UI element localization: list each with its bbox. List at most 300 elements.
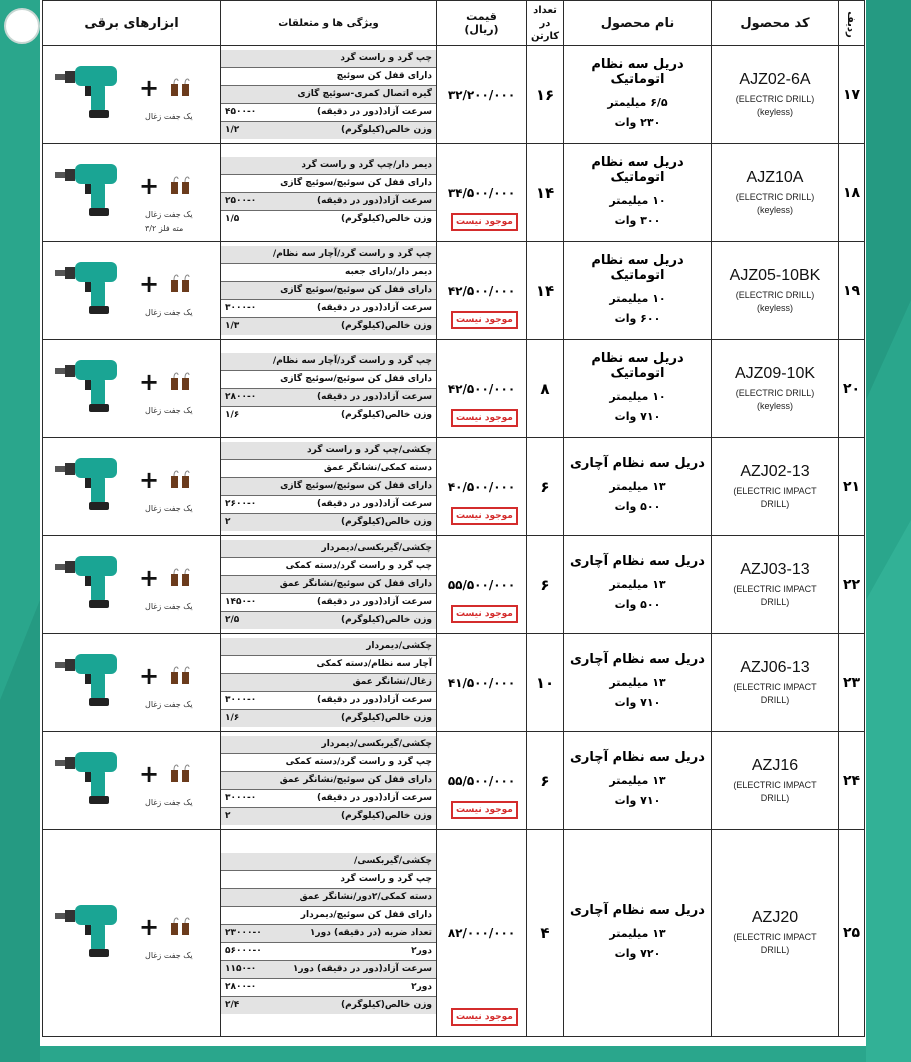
carton-qty: ۴: [527, 830, 564, 1037]
spec-value: ۲۸۰۰-۰: [225, 392, 257, 402]
spec-line: [221, 754, 436, 772]
spec-text: دارای قفل کن سوئیچ/سوئیچ گازی: [280, 481, 432, 491]
spec-line: [221, 246, 436, 264]
spec-value: ۲۵۰۰-۰: [225, 196, 257, 206]
spec-text: وزن خالص(کیلوگرم): [341, 410, 432, 420]
product-name: دریل سه نظام اتوماتیک: [591, 252, 684, 283]
spec-line: [221, 318, 436, 335]
product-desc-2: (keyless): [756, 106, 793, 117]
spec-line: [221, 442, 436, 460]
spec-text: دارای قفل کن سوئیچ/سوئیچ گازی: [280, 285, 432, 295]
table-row: [43, 438, 865, 536]
carbon-brush-icon: [169, 917, 191, 937]
carton-qty: ۸: [527, 340, 564, 438]
plus-icon: +: [139, 912, 160, 941]
row-number: ۲۵: [839, 830, 865, 1037]
spec-text: چکشی/گیربکسی/: [354, 855, 432, 866]
carton-qty: ۶: [527, 732, 564, 830]
spec-value: ۱۴۵۰-۰: [225, 597, 257, 607]
product-desc-1: (ELECTRIC DRILL): [735, 93, 815, 104]
spec-value: ۲/۴: [225, 999, 240, 1010]
spec-value: ۴۵۰۰-۰: [225, 107, 257, 117]
header-tools: ابزارهای برقی: [43, 1, 221, 46]
spec-text: زغال/نشانگر عمق: [352, 677, 432, 687]
product-name-cell: [564, 830, 712, 1037]
spec-line: [221, 907, 436, 925]
product-code-cell: [712, 536, 839, 634]
product-desc-1: (ELECTRIC DRILL): [735, 289, 815, 300]
product-code-cell: [712, 634, 839, 732]
drill-icon: [55, 354, 125, 416]
price-value: ۴۱/۵۰۰/۰۰۰: [447, 675, 516, 690]
spec-line: [221, 790, 436, 808]
spec-text: چپ گرد و راست گرد/دسته کمکی: [285, 561, 432, 571]
spec-text: دارای قفل کن سوئیچ/نشانگر عمق: [279, 579, 432, 589]
accessory-label-2: مته فلز ۳/۲: [145, 224, 184, 233]
spec-text: سرعت آزاد(دور در دقیقه): [316, 107, 432, 117]
product-desc-2: DRILL): [760, 694, 790, 705]
carbon-brush-icon: [169, 176, 191, 196]
header-price: قیمت (ریال): [437, 1, 527, 46]
spec-text: وزن خالص(کیلوگرم): [341, 615, 432, 625]
spec-line: [221, 692, 436, 710]
product-code: AJZ10A: [746, 168, 804, 186]
product-size: ۱۳ میلیمتر: [609, 480, 666, 493]
product-size: ۶/۵ میلیمتر: [607, 95, 668, 109]
spec-line: [221, 157, 436, 175]
carton-qty: ۱۴: [527, 144, 564, 242]
table-row: [43, 732, 865, 830]
spec-text: وزن خالص(کیلوگرم): [341, 214, 432, 224]
spec-line: [221, 638, 436, 656]
product-desc-2: DRILL): [760, 792, 790, 803]
tool-image-cell: [43, 830, 221, 1037]
product-code: AZJ16: [751, 756, 799, 774]
spec-text: چکشی/گیربکسی/دیمردار: [321, 739, 432, 749]
spec-text: دارای قفل کن سوئیچ/نشانگر عمق: [279, 775, 432, 785]
price-cell: [437, 46, 527, 144]
spec-line: [221, 853, 436, 871]
spec-line: [221, 772, 436, 790]
spec-line: [221, 925, 436, 943]
spec-text: سرعت آزاد(دور در دقیقه): [316, 793, 432, 803]
plus-icon: +: [139, 564, 160, 592]
spec-line: [221, 871, 436, 889]
spec-text: گیره اتصال کمری-سوئیچ گازی: [297, 89, 432, 99]
row-number: ۲۲: [839, 536, 865, 634]
spec-line: [221, 389, 436, 407]
spec-value: ۲۸۰۰-۰: [225, 981, 257, 992]
spec-line: [221, 86, 436, 104]
plus-icon: +: [139, 270, 160, 298]
product-size: ۱۳ میلیمتر: [609, 774, 666, 787]
tool-image-cell: [43, 242, 221, 340]
price-cell: [437, 830, 527, 1037]
spec-text: چپ گرد و راست گرد: [340, 873, 432, 884]
accessory-label: یک جفت زغال: [145, 798, 193, 807]
product-code-cell: [712, 242, 839, 340]
tool-image-cell: [43, 144, 221, 242]
table-row: [43, 340, 865, 438]
header-name: نام محصول: [564, 1, 712, 46]
plus-icon: +: [139, 662, 160, 690]
spec-line: [221, 594, 436, 612]
table-row: [43, 242, 865, 340]
tool-image-cell: [43, 634, 221, 732]
spec-line: [221, 943, 436, 961]
product-size: ۱۰ میلیمتر: [609, 291, 666, 305]
product-size: ۱۳ میلیمتر: [609, 676, 666, 689]
spec-text: دور۲: [411, 981, 432, 992]
price-cell: [437, 242, 527, 340]
specs-cell: [221, 438, 437, 536]
header-specs: ویژگی ها و متعلقات: [221, 1, 437, 46]
accessory-label: یک جفت زغال: [145, 210, 193, 219]
spec-line: [221, 264, 436, 282]
out-of-stock-stamp: موجود نیست: [451, 409, 518, 427]
product-size: ۱۰ میلیمتر: [609, 389, 666, 403]
spec-value: ۳۰۰۰-۰: [225, 793, 257, 803]
spec-text: چپ گرد و راست گرد/آچار سه نظام/: [272, 249, 432, 259]
accessory-label: یک جفت زغال: [145, 112, 193, 121]
product-desc-2: (keyless): [756, 400, 793, 411]
drill-icon: [55, 256, 125, 318]
header-code: کد محصول: [712, 1, 839, 46]
spec-value: ۱/۳: [225, 321, 240, 331]
spec-text: چکشی/دیمردار: [366, 641, 432, 651]
spec-line: [221, 558, 436, 576]
header-row: [43, 1, 865, 46]
product-name: دریل سه نظام آچاری: [570, 456, 705, 471]
product-name-cell: [564, 46, 712, 144]
product-size: ۱۳ میلیمتر: [609, 578, 666, 591]
product-power: ۲۳۰ وات: [614, 115, 661, 129]
product-code: AJZ02-6A: [739, 70, 811, 88]
product-name-cell: [564, 634, 712, 732]
spec-line: [221, 68, 436, 86]
spec-text: دسته کمکی/نشانگر عمق: [323, 463, 432, 473]
out-of-stock-stamp: موجود نیست: [451, 801, 518, 819]
row-number: ۲۴: [839, 732, 865, 830]
spec-text: دارای قفل کن سوئیچ/دیمردار: [300, 909, 432, 920]
spec-line: [221, 710, 436, 727]
product-code-cell: [712, 144, 839, 242]
price-value: ۵۵/۵۰۰/۰۰۰: [447, 773, 516, 788]
spec-line: [221, 514, 436, 531]
price-cell: [437, 536, 527, 634]
spec-line: [221, 961, 436, 979]
spec-line: [221, 576, 436, 594]
spec-text: وزن خالص(کیلوگرم): [341, 321, 432, 331]
product-name-cell: [564, 438, 712, 536]
price-value: ۸۲/۰۰۰/۰۰۰: [447, 926, 516, 940]
price-value: ۴۲/۵۰۰/۰۰۰: [447, 283, 516, 298]
row-number: ۲۰: [839, 340, 865, 438]
spec-text: سرعت آزاد(دور در دقیقه): [316, 695, 432, 705]
price-value: ۵۵/۵۰۰/۰۰۰: [447, 577, 516, 592]
carbon-brush-icon: [169, 568, 191, 588]
specs-cell: [221, 634, 437, 732]
product-code-cell: [712, 830, 839, 1037]
spec-text: دارای قفل کن سوئیچ/سوئیچ گازی: [280, 178, 432, 188]
carton-qty: ۱۶: [527, 46, 564, 144]
specs-cell: [221, 340, 437, 438]
spec-line: [221, 300, 436, 318]
specs-cell: [221, 732, 437, 830]
spec-value: ۱/۵: [225, 214, 240, 224]
plus-icon: +: [139, 466, 160, 494]
product-name: دریل سه نظام اتوماتیک: [591, 56, 684, 87]
accessory-label: یک جفت زغال: [145, 406, 193, 415]
out-of-stock-stamp: موجود نیست: [451, 605, 518, 623]
plus-icon: +: [139, 760, 160, 788]
drill-icon: [55, 60, 125, 122]
product-desc-1: (ELECTRIC IMPACT: [733, 681, 817, 692]
product-desc-1: (ELECTRIC IMPACT: [733, 583, 817, 594]
product-power: ۷۱۰ وات: [614, 409, 661, 423]
spec-value: ۵۶۰۰۰-۰: [225, 945, 262, 956]
row-number: ۲۳: [839, 634, 865, 732]
product-name-cell: [564, 732, 712, 830]
spec-text: سرعت آزاد(دور در دقیقه): [316, 303, 432, 313]
product-name: دریل سه نظام آچاری: [570, 554, 705, 569]
product-name: دریل سه نظام اتوماتیک: [591, 350, 684, 381]
specs-cell: [221, 536, 437, 634]
specs-cell: [221, 46, 437, 144]
out-of-stock-stamp: موجود نیست: [451, 311, 518, 329]
product-code: AJZ09-10K: [734, 364, 816, 382]
spec-line: [221, 353, 436, 371]
product-code-cell: [712, 46, 839, 144]
product-name-cell: [564, 536, 712, 634]
spec-value: ۲۳۰۰۰-۰: [225, 927, 262, 938]
product-code: AZJ03-13: [740, 560, 810, 578]
price-cell: [437, 732, 527, 830]
tool-image-cell: [43, 438, 221, 536]
carbon-brush-icon: [169, 78, 191, 98]
spec-value: ۳۰۰۰-۰: [225, 695, 257, 705]
tool-image-cell: [43, 46, 221, 144]
price-cell: [437, 340, 527, 438]
product-desc-2: DRILL): [760, 498, 790, 509]
product-code: AJZ05-10BK: [729, 266, 821, 284]
carbon-brush-icon: [169, 372, 191, 392]
carbon-brush-icon: [169, 470, 191, 490]
price-value: ۴۲/۵۰۰/۰۰۰: [447, 381, 516, 396]
plus-icon: +: [139, 368, 160, 396]
product-name-cell: [564, 242, 712, 340]
product-name-cell: [564, 144, 712, 242]
spec-value: ۳۰۰۰-۰: [225, 303, 257, 313]
spec-line: [221, 407, 436, 424]
spec-text: دور۲: [411, 945, 432, 956]
product-power: ۷۲۰ وات: [614, 946, 661, 960]
spec-text: چپ گرد و راست گرد/دسته کمکی: [285, 757, 432, 767]
table-row: [43, 536, 865, 634]
spec-value: ۱/۶: [225, 713, 240, 723]
table-row: [43, 144, 865, 242]
product-code: AZJ02-13: [740, 462, 810, 480]
product-desc-1: (ELECTRIC DRILL): [735, 191, 815, 202]
spec-text: دارای قفل کن سوئیچ: [336, 71, 432, 81]
carton-qty: ۱۰: [527, 634, 564, 732]
product-desc-2: (keyless): [756, 302, 793, 313]
spec-text: دارای قفل کن سوئیچ/سوئیچ گازی: [280, 374, 432, 384]
price-table: [42, 0, 865, 1037]
product-desc-1: (ELECTRIC IMPACT: [733, 485, 817, 496]
spec-text: سرعت آزاد(دور در دقیقه): [316, 196, 432, 206]
spec-line: [221, 211, 436, 228]
price-value: ۳۲/۲۰۰/۰۰۰: [447, 87, 516, 102]
product-power: ۵۰۰ وات: [614, 598, 661, 611]
spec-text: وزن خالص(کیلوگرم): [341, 713, 432, 723]
spec-value: ۱۱۵۰-۰: [225, 963, 257, 974]
product-power: ۳۰۰ وات: [614, 213, 661, 227]
header-row-no: ردیف: [839, 1, 865, 46]
carton-qty: ۱۴: [527, 242, 564, 340]
spec-text: آچار سه نظام/دسته کمکی: [316, 659, 432, 669]
product-desc-2: (keyless): [756, 204, 793, 215]
row-number: ۱۷: [839, 46, 865, 144]
product-size: ۱۳ میلیمتر: [609, 926, 666, 940]
specs-cell: [221, 830, 437, 1037]
product-code-cell: [712, 732, 839, 830]
price-cell: [437, 634, 527, 732]
accessory-label: یک جفت زغال: [145, 950, 193, 960]
spec-text: وزن خالص(کیلوگرم): [341, 125, 432, 135]
tool-image-cell: [43, 340, 221, 438]
spec-line: [221, 674, 436, 692]
spec-line: [221, 889, 436, 907]
spec-text: سرعت آزاد(دور در دقیقه): [316, 499, 432, 509]
spec-text: دیمر دار/چپ گرد و راست گرد: [301, 160, 432, 170]
spec-line: [221, 50, 436, 68]
spec-text: وزن خالص(کیلوگرم): [341, 517, 432, 527]
product-code-cell: [712, 438, 839, 536]
price-value: ۴۰/۵۰۰/۰۰۰: [447, 479, 516, 494]
out-of-stock-stamp: موجود نیست: [451, 507, 518, 525]
carbon-brush-icon: [169, 764, 191, 784]
drill-icon: [55, 648, 125, 710]
table-row: [43, 46, 865, 144]
product-name: دریل سه نظام آچاری: [570, 902, 705, 918]
product-code-cell: [712, 340, 839, 438]
spec-line: [221, 478, 436, 496]
spec-text: چکشی/چپ گرد و راست گرد: [307, 445, 432, 455]
drill-icon: [55, 158, 125, 220]
product-power: ۷۱۰ وات: [614, 696, 661, 709]
product-power: ۶۰۰ وات: [614, 311, 661, 325]
product-desc-2: DRILL): [760, 945, 790, 955]
spec-text: چکشی/گیربکسی/دیمردار: [321, 543, 432, 553]
price-cell: [437, 144, 527, 242]
drill-icon: [55, 899, 125, 961]
accessory-label: یک جفت زغال: [145, 504, 193, 513]
drill-icon: [55, 452, 125, 514]
header-qty: تعداد در کارتن: [527, 1, 564, 46]
spec-value: ۲: [225, 517, 231, 527]
spec-value: ۲/۵: [225, 615, 240, 625]
tool-image-cell: [43, 536, 221, 634]
spec-text: سرعت آزاد(دور در دقیقه) دور۱: [292, 963, 432, 974]
product-name-cell: [564, 340, 712, 438]
specs-cell: [221, 242, 437, 340]
product-desc-1: (ELECTRIC DRILL): [735, 387, 815, 398]
table-row: [43, 634, 865, 732]
spec-line: [221, 979, 436, 997]
spec-value: ۱/۶: [225, 410, 240, 420]
row-number: ۲۱: [839, 438, 865, 536]
spec-line: [221, 193, 436, 211]
product-size: ۱۰ میلیمتر: [609, 193, 666, 207]
spec-line: [221, 656, 436, 674]
accessory-label: یک جفت زغال: [145, 602, 193, 611]
product-code: AZJ20: [751, 909, 799, 926]
product-code: AZJ06-13: [740, 658, 810, 676]
spec-text: دسته کمکی/۲دور/نشانگر عمق: [299, 891, 432, 902]
row-number: ۱۸: [839, 144, 865, 242]
spec-value: ۲: [225, 811, 231, 821]
carbon-brush-icon: [169, 666, 191, 686]
product-power: ۵۰۰ وات: [614, 500, 661, 513]
product-name: دریل سه نظام اتوماتیک: [591, 154, 684, 185]
specs-cell: [221, 144, 437, 242]
spec-value: ۲۶۰۰-۰: [225, 499, 257, 509]
product-desc-1: (ELECTRIC IMPACT: [733, 779, 817, 790]
spec-line: [221, 540, 436, 558]
product-name: دریل سه نظام آچاری: [570, 652, 705, 667]
plus-icon: +: [139, 172, 160, 200]
spec-text: سرعت آزاد(دور در دقیقه): [316, 597, 432, 607]
carton-qty: ۶: [527, 536, 564, 634]
row-number: ۱۹: [839, 242, 865, 340]
tool-image-cell: [43, 732, 221, 830]
spec-text: دیمر دار/دارای جعبه: [345, 267, 432, 277]
plus-icon: +: [139, 74, 160, 102]
product-name: دریل سه نظام آچاری: [570, 750, 705, 765]
spec-line: [221, 371, 436, 389]
spec-line: [221, 104, 436, 122]
price-cell: [437, 438, 527, 536]
spec-text: سرعت آزاد(دور در دقیقه): [316, 392, 432, 402]
accessory-label: یک جفت زغال: [145, 308, 193, 317]
product-power: ۷۱۰ وات: [614, 794, 661, 807]
decorative-circle: [4, 8, 40, 44]
carbon-brush-icon: [169, 274, 191, 294]
spec-line: [221, 997, 436, 1014]
spec-text: چپ گرد و راست گرد: [340, 53, 432, 63]
spec-text: وزن خالص(کیلوگرم): [341, 999, 432, 1010]
spec-line: [221, 808, 436, 825]
spec-line: [221, 736, 436, 754]
spec-text: وزن خالص(کیلوگرم): [341, 811, 432, 821]
carton-qty: ۶: [527, 438, 564, 536]
spec-line: [221, 612, 436, 629]
product-desc-1: (ELECTRIC IMPACT: [733, 932, 817, 942]
spec-line: [221, 122, 436, 139]
spec-line: [221, 460, 436, 478]
spec-text: چپ گرد و راست گرد/آچار سه نظام/: [272, 356, 432, 366]
out-of-stock-stamp: موجود نیست: [451, 213, 518, 231]
table-row: [43, 830, 865, 1037]
out-of-stock-stamp: موجود نیست: [451, 1008, 518, 1026]
accessory-label: یک جفت زغال: [145, 700, 193, 709]
product-desc-2: DRILL): [760, 596, 790, 607]
spec-line: [221, 282, 436, 300]
drill-icon: [55, 746, 125, 808]
spec-value: ۱/۲: [225, 125, 240, 135]
price-value: ۳۴/۵۰۰/۰۰۰: [447, 185, 516, 200]
